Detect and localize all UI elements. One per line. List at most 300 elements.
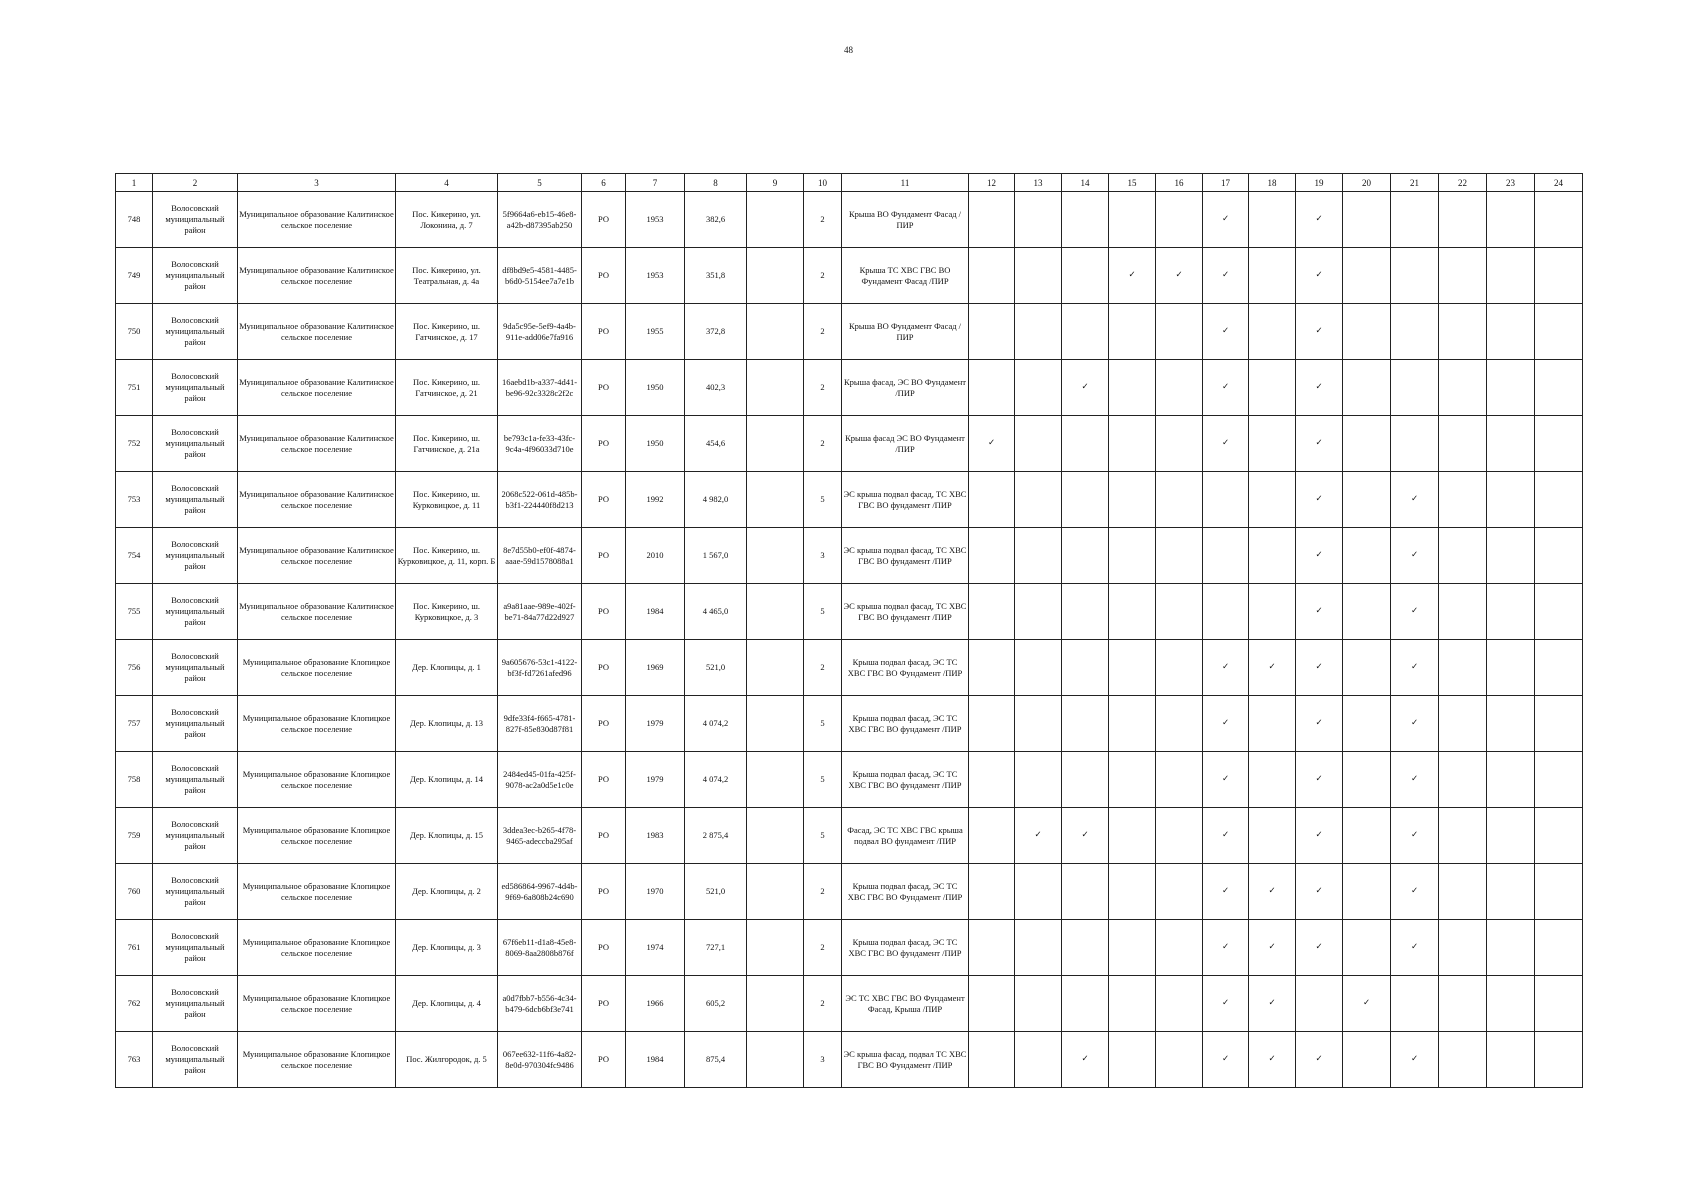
empty-cell — [969, 528, 1015, 584]
type-cell: РО — [582, 360, 626, 416]
empty-cell — [1343, 248, 1391, 304]
check-mark-icon: ✓ — [1296, 360, 1343, 416]
empty-cell — [969, 808, 1015, 864]
empty-cell — [969, 248, 1015, 304]
empty-cell — [1535, 1032, 1583, 1088]
year-cell: 1953 — [626, 192, 685, 248]
year-cell: 1950 — [626, 360, 685, 416]
check-mark-icon: ✓ — [1391, 696, 1439, 752]
column-header-15: 15 — [1109, 174, 1156, 192]
empty-cell — [1296, 976, 1343, 1032]
empty-cell — [1487, 472, 1535, 528]
empty-cell — [1439, 1032, 1487, 1088]
check-mark-icon: ✓ — [1296, 1032, 1343, 1088]
check-mark-icon: ✓ — [1203, 808, 1249, 864]
empty-cell — [1487, 192, 1535, 248]
empty-cell — [1015, 248, 1062, 304]
empty-cell — [1109, 696, 1156, 752]
col9-cell — [747, 1032, 804, 1088]
column-header-6: 6 — [582, 174, 626, 192]
row-number: 748 — [116, 192, 153, 248]
col9-cell — [747, 416, 804, 472]
row-number: 753 — [116, 472, 153, 528]
empty-cell — [1109, 528, 1156, 584]
works-cell: ЭС крыша подвал фасад, ТС ХВС ГВС ВО фундамент /ПИР — [842, 584, 969, 640]
address-cell: Пос. Кикерино, ул. Локонина, д. 7 — [396, 192, 498, 248]
area-cell: 521,0 — [685, 864, 747, 920]
check-mark-icon: ✓ — [1249, 864, 1296, 920]
empty-cell — [1343, 360, 1391, 416]
check-mark-icon: ✓ — [1391, 752, 1439, 808]
year-cell: 1950 — [626, 416, 685, 472]
check-mark-icon: ✓ — [1203, 416, 1249, 472]
table-row — [116, 640, 1583, 696]
works-cell: ЭС крыша подвал фасад, ТС ХВС ГВС ВО фундамент /ПИР — [842, 472, 969, 528]
works-cell: Крыша ВО Фундамент Фасад /ПИР — [842, 192, 969, 248]
empty-cell — [1535, 640, 1583, 696]
address-cell: Дер. Клопицы, д. 14 — [396, 752, 498, 808]
empty-cell — [1249, 752, 1296, 808]
district-cell: Волосовский муниципальный район — [153, 584, 238, 640]
col9-cell — [747, 920, 804, 976]
empty-cell — [1062, 696, 1109, 752]
district-cell: Волосовский муниципальный район — [153, 248, 238, 304]
address-cell: Пос. Кикерино, ш. Курковицкое, д. 11, корп. Б — [396, 528, 498, 584]
empty-cell — [969, 192, 1015, 248]
floors-cell: 2 — [804, 304, 842, 360]
empty-cell — [1391, 976, 1439, 1032]
empty-cell — [1156, 472, 1203, 528]
empty-cell — [1062, 192, 1109, 248]
address-cell: Дер. Клопицы, д. 4 — [396, 976, 498, 1032]
col9-cell — [747, 752, 804, 808]
municipality-cell: Муниципальное образование Клопицкое сельское поселение — [238, 696, 396, 752]
row-number: 760 — [116, 864, 153, 920]
check-mark-icon: ✓ — [1391, 864, 1439, 920]
empty-cell — [1062, 416, 1109, 472]
guid-cell: ed586864-9967-4d4b-9f69-6a808b24c690 — [498, 864, 582, 920]
municipality-cell: Муниципальное образование Клопицкое сельское поселение — [238, 752, 396, 808]
empty-cell — [1249, 808, 1296, 864]
row-number: 754 — [116, 528, 153, 584]
empty-cell — [1535, 472, 1583, 528]
type-cell: РО — [582, 696, 626, 752]
works-cell: Крыша подвал фасад, ЭС ТС ХВС ГВС ВО Фундамент /ПИР — [842, 864, 969, 920]
address-cell: Пос. Кикерино, ш. Гатчинское, д. 17 — [396, 304, 498, 360]
empty-cell — [1439, 696, 1487, 752]
empty-cell — [1015, 640, 1062, 696]
check-mark-icon: ✓ — [1203, 304, 1249, 360]
empty-cell — [1535, 248, 1583, 304]
area-cell: 1 567,0 — [685, 528, 747, 584]
empty-cell — [1343, 808, 1391, 864]
empty-cell — [1487, 920, 1535, 976]
empty-cell — [1015, 752, 1062, 808]
floors-cell: 2 — [804, 976, 842, 1032]
table-row — [116, 192, 1583, 248]
floors-cell: 2 — [804, 640, 842, 696]
floors-cell: 2 — [804, 864, 842, 920]
works-cell: ЭС крыша фасад, подвал ТС ХВС ГВС ВО Фундамент /ПИР — [842, 1032, 969, 1088]
municipality-cell: Муниципальное образование Клопицкое сельское поселение — [238, 864, 396, 920]
district-cell: Волосовский муниципальный район — [153, 304, 238, 360]
empty-cell — [1439, 192, 1487, 248]
empty-cell — [1062, 640, 1109, 696]
works-cell: Крыша подвал фасад, ЭС ТС ХВС ГВС ВО Фундамент /ПИР — [842, 640, 969, 696]
area-cell: 4 074,2 — [685, 696, 747, 752]
empty-cell — [1487, 248, 1535, 304]
check-mark-icon: ✓ — [1203, 696, 1249, 752]
district-cell: Волосовский муниципальный район — [153, 976, 238, 1032]
works-cell: Крыша фасад, ЭС ВО Фундамент /ПИР — [842, 360, 969, 416]
guid-cell: 5f9664a6-eb15-46e8-a42b-d87395ab250 — [498, 192, 582, 248]
empty-cell — [1015, 584, 1062, 640]
check-mark-icon: ✓ — [1249, 1032, 1296, 1088]
works-cell: Фасад, ЭС ТС ХВС ГВС крыша подвал ВО фундамент /ПИР — [842, 808, 969, 864]
check-mark-icon: ✓ — [1296, 864, 1343, 920]
empty-cell — [1487, 528, 1535, 584]
empty-cell — [1439, 248, 1487, 304]
empty-cell — [1062, 304, 1109, 360]
empty-cell — [1487, 808, 1535, 864]
area-cell: 402,3 — [685, 360, 747, 416]
empty-cell — [1109, 808, 1156, 864]
empty-cell — [1391, 248, 1439, 304]
district-cell: Волосовский муниципальный район — [153, 1032, 238, 1088]
empty-cell — [1391, 416, 1439, 472]
empty-cell — [1156, 360, 1203, 416]
empty-cell — [1156, 528, 1203, 584]
empty-cell — [969, 1032, 1015, 1088]
year-cell: 1974 — [626, 920, 685, 976]
check-mark-icon: ✓ — [969, 416, 1015, 472]
check-mark-icon: ✓ — [1391, 528, 1439, 584]
check-mark-icon: ✓ — [1391, 584, 1439, 640]
municipality-cell: Муниципальное образование Клопицкое сельское поселение — [238, 808, 396, 864]
check-mark-icon: ✓ — [1156, 248, 1203, 304]
municipality-cell: Муниципальное образование Калитинское сельское поселение — [238, 248, 396, 304]
check-mark-icon: ✓ — [1296, 192, 1343, 248]
empty-cell — [1487, 416, 1535, 472]
column-header-19: 19 — [1296, 174, 1343, 192]
type-cell: РО — [582, 472, 626, 528]
address-cell: Дер. Клопицы, д. 13 — [396, 696, 498, 752]
year-cell: 1969 — [626, 640, 685, 696]
empty-cell — [1156, 696, 1203, 752]
check-mark-icon: ✓ — [1203, 640, 1249, 696]
empty-cell — [1535, 584, 1583, 640]
type-cell: РО — [582, 1032, 626, 1088]
empty-cell — [1535, 920, 1583, 976]
empty-cell — [1249, 416, 1296, 472]
column-header-1: 1 — [116, 174, 153, 192]
empty-cell — [1487, 752, 1535, 808]
check-mark-icon: ✓ — [1296, 584, 1343, 640]
year-cell: 2010 — [626, 528, 685, 584]
check-mark-icon: ✓ — [1203, 920, 1249, 976]
empty-cell — [1015, 1032, 1062, 1088]
table-row — [116, 864, 1583, 920]
empty-cell — [1439, 472, 1487, 528]
year-cell: 1983 — [626, 808, 685, 864]
column-header-16: 16 — [1156, 174, 1203, 192]
check-mark-icon: ✓ — [1391, 808, 1439, 864]
empty-cell — [1109, 976, 1156, 1032]
type-cell: РО — [582, 584, 626, 640]
empty-cell — [1062, 976, 1109, 1032]
guid-cell: 067ee632-11f6-4a82-8e0d-970304fc9486 — [498, 1032, 582, 1088]
area-cell: 372,8 — [685, 304, 747, 360]
empty-cell — [1535, 360, 1583, 416]
empty-cell — [1487, 696, 1535, 752]
table-row — [116, 1032, 1583, 1088]
area-cell: 2 875,4 — [685, 808, 747, 864]
empty-cell — [969, 696, 1015, 752]
empty-cell — [1439, 920, 1487, 976]
type-cell: РО — [582, 248, 626, 304]
empty-cell — [1015, 304, 1062, 360]
col9-cell — [747, 304, 804, 360]
empty-cell — [1535, 808, 1583, 864]
table-row — [116, 696, 1583, 752]
guid-cell: 2484ed45-01fa-425f-9078-ac2a0d5e1c0e — [498, 752, 582, 808]
empty-cell — [1156, 1032, 1203, 1088]
empty-cell — [1015, 416, 1062, 472]
guid-cell: 9dfe33f4-f665-4781-827f-85e830d87f81 — [498, 696, 582, 752]
column-number-row — [116, 174, 1583, 192]
empty-cell — [1015, 192, 1062, 248]
guid-cell: be793c1a-fe33-43fc-9c4a-4f96033d710e — [498, 416, 582, 472]
column-header-17: 17 — [1203, 174, 1249, 192]
empty-cell — [1439, 584, 1487, 640]
empty-cell — [1156, 976, 1203, 1032]
municipality-cell: Муниципальное образование Калитинское сельское поселение — [238, 304, 396, 360]
guid-cell: 3ddea3ec-b265-4f78-9465-adeccba295af — [498, 808, 582, 864]
guid-cell: a9a81aae-989e-402f-be71-84a77d22d927 — [498, 584, 582, 640]
check-mark-icon: ✓ — [1203, 864, 1249, 920]
empty-cell — [1439, 360, 1487, 416]
empty-cell — [1343, 1032, 1391, 1088]
municipality-cell: Муниципальное образование Клопицкое сельское поселение — [238, 640, 396, 696]
row-number: 762 — [116, 976, 153, 1032]
empty-cell — [1156, 808, 1203, 864]
municipality-cell: Муниципальное образование Клопицкое сельское поселение — [238, 1032, 396, 1088]
district-cell: Волосовский муниципальный район — [153, 696, 238, 752]
check-mark-icon: ✓ — [1296, 696, 1343, 752]
check-mark-icon: ✓ — [1296, 920, 1343, 976]
row-number: 750 — [116, 304, 153, 360]
type-cell: РО — [582, 528, 626, 584]
check-mark-icon: ✓ — [1296, 752, 1343, 808]
floors-cell: 5 — [804, 808, 842, 864]
table-row — [116, 584, 1583, 640]
floors-cell: 5 — [804, 696, 842, 752]
empty-cell — [1156, 640, 1203, 696]
works-cell: Крыша подвал фасад, ЭС ТС ХВС ГВС ВО фундамент /ПИР — [842, 696, 969, 752]
empty-cell — [969, 976, 1015, 1032]
address-cell: Пос. Кикерино, ш. Курковицкое, д. 11 — [396, 472, 498, 528]
empty-cell — [969, 864, 1015, 920]
year-cell: 1970 — [626, 864, 685, 920]
empty-cell — [1343, 920, 1391, 976]
empty-cell — [1391, 360, 1439, 416]
check-mark-icon: ✓ — [1343, 976, 1391, 1032]
check-mark-icon: ✓ — [1203, 1032, 1249, 1088]
col9-cell — [747, 192, 804, 248]
column-header-24: 24 — [1535, 174, 1583, 192]
empty-cell — [1487, 584, 1535, 640]
empty-cell — [1249, 472, 1296, 528]
floors-cell: 2 — [804, 192, 842, 248]
municipality-cell: Муниципальное образование Калитинское сельское поселение — [238, 360, 396, 416]
address-cell: Дер. Клопицы, д. 1 — [396, 640, 498, 696]
table-row — [116, 360, 1583, 416]
empty-cell — [1109, 752, 1156, 808]
table-row — [116, 920, 1583, 976]
district-cell: Волосовский муниципальный район — [153, 808, 238, 864]
empty-cell — [1439, 864, 1487, 920]
row-number: 758 — [116, 752, 153, 808]
area-cell: 454,6 — [685, 416, 747, 472]
column-header-14: 14 — [1062, 174, 1109, 192]
district-cell: Волосовский муниципальный район — [153, 752, 238, 808]
empty-cell — [1439, 976, 1487, 1032]
col9-cell — [747, 976, 804, 1032]
area-cell: 727,1 — [685, 920, 747, 976]
check-mark-icon: ✓ — [1296, 304, 1343, 360]
floors-cell: 2 — [804, 248, 842, 304]
empty-cell — [1062, 248, 1109, 304]
empty-cell — [1439, 416, 1487, 472]
check-mark-icon: ✓ — [1249, 976, 1296, 1032]
empty-cell — [1343, 696, 1391, 752]
empty-cell — [1109, 472, 1156, 528]
year-cell: 1979 — [626, 696, 685, 752]
empty-cell — [1487, 304, 1535, 360]
empty-cell — [1249, 528, 1296, 584]
district-cell: Волосовский муниципальный район — [153, 528, 238, 584]
empty-cell — [1249, 192, 1296, 248]
check-mark-icon: ✓ — [1203, 248, 1249, 304]
floors-cell: 2 — [804, 416, 842, 472]
guid-cell: 9a605676-53c1-4122-bf3f-fd7261afed96 — [498, 640, 582, 696]
empty-cell — [969, 584, 1015, 640]
check-mark-icon: ✓ — [1296, 248, 1343, 304]
check-mark-icon: ✓ — [1391, 640, 1439, 696]
check-mark-icon: ✓ — [1062, 1032, 1109, 1088]
table-row — [116, 752, 1583, 808]
empty-cell — [1535, 528, 1583, 584]
empty-cell — [1343, 528, 1391, 584]
column-header-10: 10 — [804, 174, 842, 192]
empty-cell — [1439, 752, 1487, 808]
district-cell: Волосовский муниципальный район — [153, 416, 238, 472]
col9-cell — [747, 808, 804, 864]
empty-cell — [1156, 920, 1203, 976]
check-mark-icon: ✓ — [1249, 920, 1296, 976]
empty-cell — [969, 920, 1015, 976]
row-number: 756 — [116, 640, 153, 696]
col9-cell — [747, 696, 804, 752]
col9-cell — [747, 528, 804, 584]
empty-cell — [1391, 192, 1439, 248]
year-cell: 1984 — [626, 584, 685, 640]
empty-cell — [1109, 192, 1156, 248]
area-cell: 521,0 — [685, 640, 747, 696]
empty-cell — [1487, 864, 1535, 920]
row-number: 755 — [116, 584, 153, 640]
empty-cell — [1109, 640, 1156, 696]
empty-cell — [1535, 696, 1583, 752]
district-cell: Волосовский муниципальный район — [153, 864, 238, 920]
table-row — [116, 528, 1583, 584]
empty-cell — [1535, 416, 1583, 472]
empty-cell — [1249, 248, 1296, 304]
empty-cell — [1062, 920, 1109, 976]
area-cell: 351,8 — [685, 248, 747, 304]
empty-cell — [1535, 864, 1583, 920]
column-header-9: 9 — [747, 174, 804, 192]
check-mark-icon: ✓ — [1062, 808, 1109, 864]
area-cell: 4 074,2 — [685, 752, 747, 808]
check-mark-icon: ✓ — [1296, 472, 1343, 528]
address-cell: Пос. Кикерино, ш. Курковицкое, д. 3 — [396, 584, 498, 640]
address-cell: Пос. Кикерино, ш. Гатчинское, д. 21 — [396, 360, 498, 416]
empty-cell — [1487, 976, 1535, 1032]
column-header-8: 8 — [685, 174, 747, 192]
empty-cell — [1015, 864, 1062, 920]
empty-cell — [1109, 360, 1156, 416]
guid-cell: df8bd9e5-4581-4485-b6d0-5154ee7a7e1b — [498, 248, 582, 304]
column-header-7: 7 — [626, 174, 685, 192]
year-cell: 1992 — [626, 472, 685, 528]
column-header-12: 12 — [969, 174, 1015, 192]
check-mark-icon: ✓ — [1109, 248, 1156, 304]
col9-cell — [747, 248, 804, 304]
empty-cell — [1156, 304, 1203, 360]
check-mark-icon: ✓ — [1296, 808, 1343, 864]
type-cell: РО — [582, 192, 626, 248]
empty-cell — [1015, 696, 1062, 752]
empty-cell — [1535, 976, 1583, 1032]
address-cell: Дер. Клопицы, д. 15 — [396, 808, 498, 864]
empty-cell — [1343, 304, 1391, 360]
empty-cell — [1535, 752, 1583, 808]
municipality-cell: Муниципальное образование Калитинское сельское поселение — [238, 192, 396, 248]
empty-cell — [1343, 472, 1391, 528]
district-cell: Волосовский муниципальный район — [153, 360, 238, 416]
check-mark-icon: ✓ — [1203, 192, 1249, 248]
floors-cell: 3 — [804, 528, 842, 584]
address-cell: Пос. Кикерино, ул. Театральная, д. 4а — [396, 248, 498, 304]
area-cell: 382,6 — [685, 192, 747, 248]
municipality-cell: Муниципальное образование Калитинское сельское поселение — [238, 528, 396, 584]
floors-cell: 5 — [804, 752, 842, 808]
check-mark-icon: ✓ — [1391, 472, 1439, 528]
check-mark-icon: ✓ — [1062, 360, 1109, 416]
col9-cell — [747, 584, 804, 640]
column-header-4: 4 — [396, 174, 498, 192]
year-cell: 1984 — [626, 1032, 685, 1088]
column-header-13: 13 — [1015, 174, 1062, 192]
check-mark-icon: ✓ — [1015, 808, 1062, 864]
empty-cell — [1156, 416, 1203, 472]
district-cell: Волосовский муниципальный район — [153, 192, 238, 248]
type-cell: РО — [582, 976, 626, 1032]
type-cell: РО — [582, 752, 626, 808]
type-cell: РО — [582, 864, 626, 920]
empty-cell — [1343, 864, 1391, 920]
